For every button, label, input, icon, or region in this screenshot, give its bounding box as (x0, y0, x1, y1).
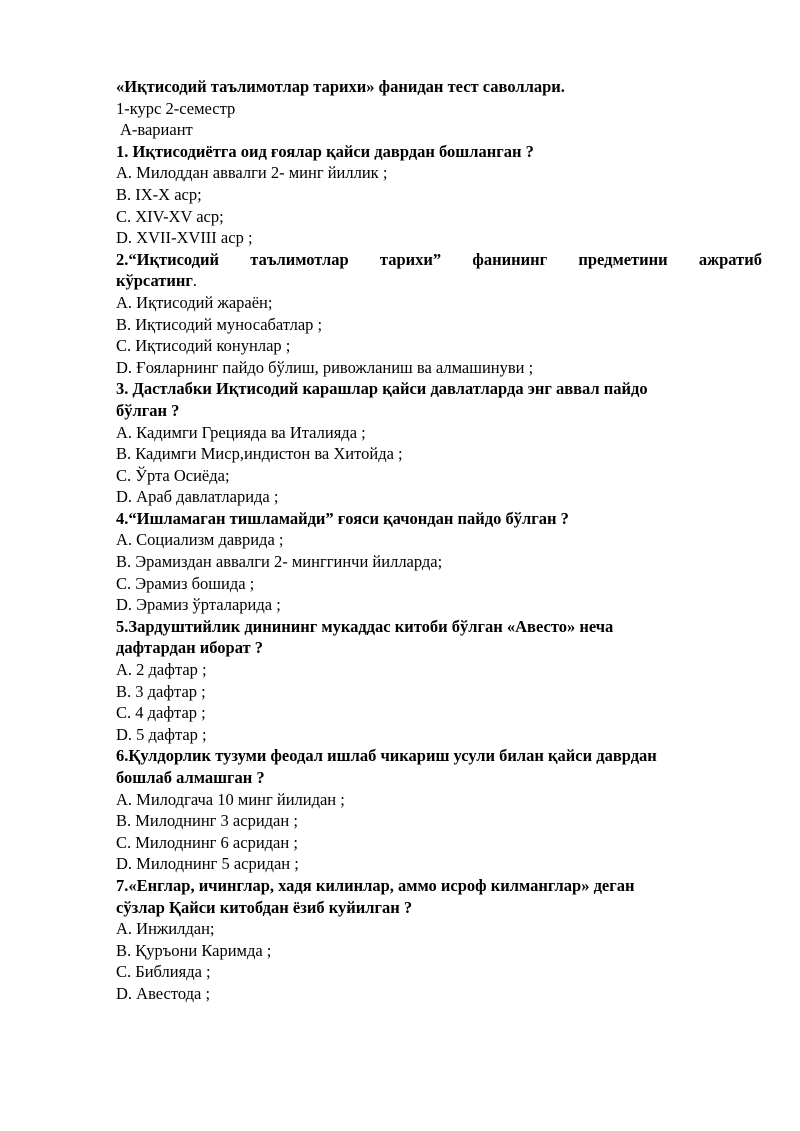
option-d: D. XVII-XVIII аср ; (116, 228, 253, 248)
question-6 (116, 745, 762, 875)
option-a: A. 2 дафтар ; (116, 660, 207, 680)
option-c: C. Милоднинг 6 асридан ; (116, 832, 298, 852)
question-3 (116, 378, 762, 508)
option-a: A. Милоддан аввалги 2- минг йиллик ; (116, 163, 388, 183)
option-b: B. Эрамиздан аввалги 2- минггинчи йилларда; (116, 552, 443, 572)
question-7 (116, 875, 762, 1005)
course-label: 1-курс 2-семестр (116, 98, 236, 118)
question-1 (116, 141, 762, 249)
option-d: D. Эрамиз ўрталарида ; (116, 595, 281, 615)
question-text-line-1: 5.Зардуштийлик динининг мукаддас китоби бўлган «Авесто» неча (116, 616, 614, 636)
option-d: D. Араб давлатларида ; (116, 487, 279, 507)
question-text-line-1: 2.“Иқтисодий таълимотлар тарихи” фанининг предметини ажратиб (116, 249, 762, 269)
question-text-line-2: бўлган ? (116, 400, 180, 420)
document-title: «Иқтисодий таълимотлар тарихи» фанидан тест саволлари. (116, 77, 565, 96)
option-a: A. Инжилдан; (116, 919, 215, 939)
document-content (116, 76, 762, 1005)
option-a: A. Иқтисодий жараён; (116, 292, 273, 312)
option-d: D. 5 дафтар ; (116, 724, 207, 744)
option-a: A. Кадимги Грецияда ва Италияда ; (116, 422, 366, 442)
option-c: C. Эрамиз бошида ; (116, 573, 255, 593)
option-d: D. Авестода ; (116, 983, 211, 1003)
question-4 (116, 508, 762, 616)
question-text-line-1: 3. Дастлабки Иқтисодий карашлар қайси давлатларда энг аввал пайдо (116, 379, 648, 399)
question-text-line-2: бошлаб алмашган ? (116, 768, 265, 787)
question-5 (116, 616, 762, 746)
question-text-line-2: дафтардан иборат ? (116, 638, 264, 658)
option-b: B. Милоднинг 3 асридан ; (116, 811, 298, 831)
question-text-period: . (192, 271, 198, 291)
question-text: 1. Иқтисодиётга оид ғоялар қайси даврдан бошланган ? (116, 141, 534, 161)
option-b: B. Қуръони Каримда ; (116, 940, 272, 960)
question-text-line-2: сўзлар Қайси китобдан ёзиб куйилган ? (116, 897, 413, 917)
option-c: C. Библияда ; (116, 962, 211, 982)
option-b: B. IX-X аср; (116, 184, 202, 204)
option-c: C. 4 дафтар ; (116, 703, 206, 723)
question-text: 4.“Ишламаган тишламайди” ғояси қачондан пайдо бўлган ? (116, 508, 569, 528)
option-b: B. Иқтисодий муносабатлар ; (116, 314, 323, 334)
option-c: C. Ўрта Осиёда; (116, 465, 230, 485)
option-b: B. 3 дафтар ; (116, 681, 206, 701)
variant-label: А-вариант (120, 120, 193, 140)
option-d: D. Ғояларнинг пайдо бўлиш, ривожланиш ва алмашинуви ; (116, 357, 534, 377)
question-text-line-2: кўрсатинг (116, 271, 193, 291)
option-d: D. Милоднинг 5 асридан ; (116, 854, 299, 874)
question-2 (116, 249, 762, 379)
option-c: C. Иқтисодий конунлар ; (116, 336, 291, 356)
option-c: C. XIV-XV аср; (116, 206, 224, 226)
option-a: A. Социализм даврида ; (116, 530, 284, 550)
question-text-line-1: 6.Қулдорлик тузуми феодал ишлаб чикариш усули билан қайси даврдан (116, 746, 657, 766)
question-text-line-1: 7.«Енглар, ичинглар, хадя килинлар, аммо исроф килманглар» деган (116, 875, 635, 895)
option-b: B. Кадимги Миср,индистон ва Хитойда ; (116, 444, 403, 464)
question-text (116, 249, 762, 292)
option-a: A. Милодгача 10 минг йилидан ; (116, 789, 345, 809)
